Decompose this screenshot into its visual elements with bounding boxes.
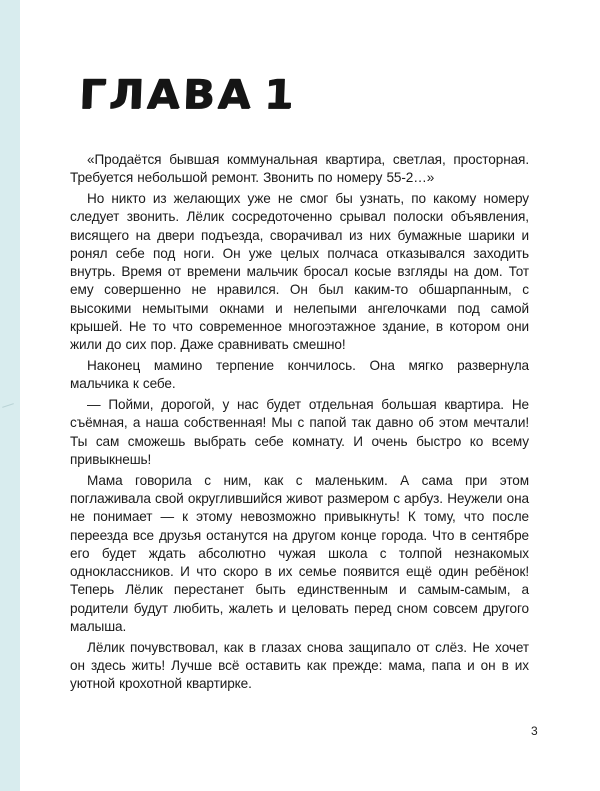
paragraph: — Пойми, дорогой, у нас будет отдельная большая квартира. Не съёмная, а наша собственная! Мы с папой так давно об этом мечтали! Ты сам сможешь выбрать себе комнату. И очень быстро ко всему привыкнешь! (70, 397, 529, 467)
paragraph: Лёлик почувствовал, как в глазах снова защипало от слёз. Не хочет он здесь жить! Лучше всё оставить как прежде: мама, папа и он в их уютной крохотной квартирке. (70, 639, 529, 692)
paragraph: Наконец мамино терпение кончилось. Она мягко развернула мальчика к себе. (70, 358, 529, 392)
paragraph: Но никто из желающих уже не смог бы узнать, по какому номеру следует звонить. Лёлик сосредоточенно срывал полоски объявления, висящего на двери подъезда, сворачивал из них бумажные шарики и ронял себе под ноги. Он уже целых полчаса отказывался заходить внутрь. Время от времени мальчик бросал косые взгляды на дом. Тот ему совершенно не нравился. Он был каким-то обшарпанным, с высокими немытыми окнами и нелепыми ангелочками под самой крышей. Не то что современное многоэтажное здание, в котором они жили до сих пор. Даже сравнивать смешно! (70, 190, 529, 353)
page-number: 3 (531, 724, 538, 738)
paragraph: Мама говорила с ним, как с маленьким. А сама при этом поглаживала свой округлившийся живот размером с арбуз. Неужели она не понимает — к этому невозможно привыкнуть! К тому, что после переезда все друзья останутся на другом конце города. Что в сентябре его будет ждать абсолютно чужая школа с толпой незнакомых одноклассников. И что скоро в их семье появится ещё один ребёнок! Теперь Лёлик перестанет быть единственным и самым-самым, а родители будут любить, жалеть и целовать перед сном совсем другого малыша. (70, 472, 529, 634)
chapter-label: ГЛАВА (78, 72, 255, 118)
paragraph: «Продаётся бывшая коммунальная квартира, светлая, просторная. Требуется небольшой ремонт. Звонить по номеру 55-2…» (70, 152, 529, 186)
chapter-heading (78, 71, 297, 119)
page-edge-strip (0, 0, 20, 791)
chapter-body (70, 151, 529, 696)
chapter-number: 1 (263, 72, 298, 118)
